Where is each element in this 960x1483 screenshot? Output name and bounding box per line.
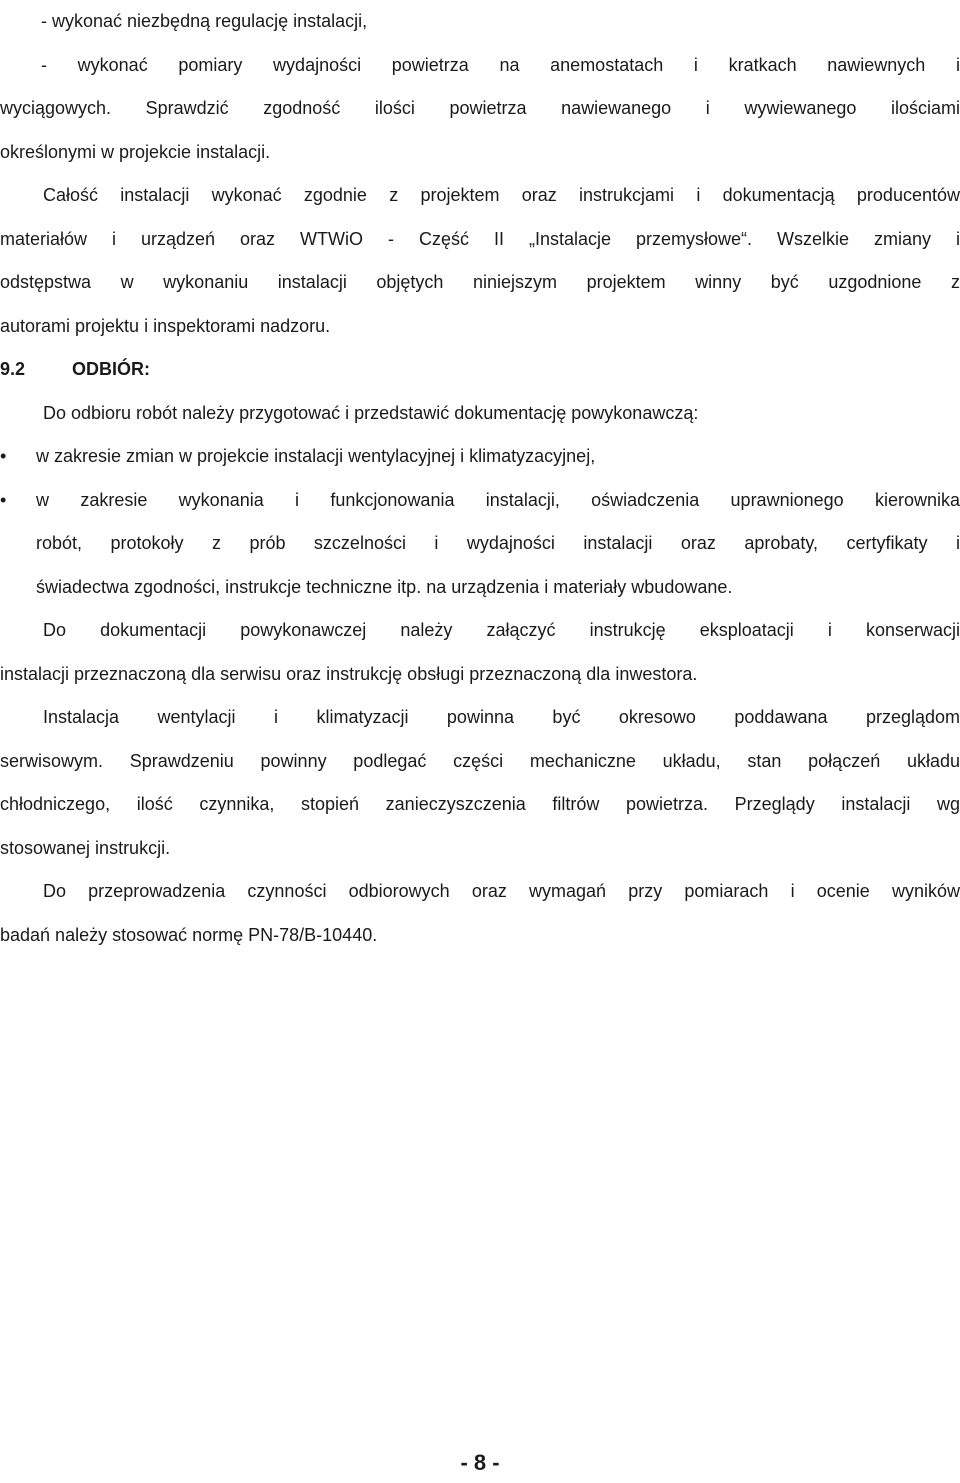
list-item-text: w zakresie zmian w projekcie instalacji wentylacyjnej i klimatyzacyjnej, [36, 446, 596, 466]
text-line: określonymi w projekcie instalacji. [0, 141, 271, 162]
bullet-icon: • [0, 446, 7, 466]
intro-line: Do odbioru robót należy przygotować i przedstawić dokumentację powykonawczą: [43, 402, 699, 423]
text-line: autorami projektu i inspektorami nadzoru. [0, 315, 331, 336]
list-item-text: w zakresie wykonania i funkcjonowania instalacji, oświadczenia uprawnionego kierownika [36, 489, 960, 510]
page-number: - 8 - [460, 1450, 500, 1475]
section-heading [0, 348, 960, 392]
text-line-dash-item-2: - wykonać pomiary wydajności powietrza na anemostatach i kratkach nawiewnych i [41, 54, 960, 75]
text-line: badań należy stosować normę PN-78/B-10440. [0, 924, 378, 945]
text-line: stosowanej instrukcji. [0, 837, 171, 858]
list-item-continuation: robót, protokoły z prób szczelności i wydajności instalacji oraz aprobaty, certyfikaty i [36, 533, 960, 553]
text-line: odstępstwa w wykonaniu instalacji objętych niniejszym projektem winny być uzgodnione z [0, 272, 960, 292]
text-line: serwisowym. Sprawdzeniu powinny podlegać części mechaniczne układu, stan połączeń układu [0, 750, 960, 771]
text-line-paragraph-start: Do przeprowadzenia czynności odbiorowych oraz wymagań przy pomiarach i ocenie wyników [43, 881, 960, 901]
text-line: materiałów i urządzeń oraz WTWiO - Część II „Instalacje przemysłowe“. Wszelkie zmiany i [0, 228, 960, 249]
text-line: wyciągowych. Sprawdzić zgodność ilości powietrza nawiewanego i wywiewanego ilościami [0, 98, 960, 118]
text-line-dash-item-1: - wykonać niezbędną regulację instalacji, [41, 11, 368, 31]
list-item [0, 435, 960, 479]
list-item [0, 479, 960, 523]
text-line: instalacji przeznaczoną dla serwisu oraz instrukcję obsługi przeznaczoną dla inwestora. [0, 663, 698, 684]
text-line: chłodniczego, ilość czynnika, stopień zanieczyszczenia filtrów powietrza. Przeglądy instalacji wg [0, 794, 960, 814]
list-item-continuation: świadectwa zgodności, instrukcje techniczne itp. na urządzenia i materiały wbudowane. [36, 576, 733, 597]
bullet-icon: • [0, 489, 7, 510]
section-title: ODBIÓR: [72, 359, 150, 379]
section-number: 9.2 [0, 359, 26, 379]
text-line-paragraph-start: Do dokumentacji powykonawczej należy załączyć instrukcję eksploatacji i konserwacji [43, 620, 960, 640]
text-line-paragraph-start: Całość instalacji wykonać zgodnie z projektem oraz instrukcjami i dokumentacją producentów [43, 185, 960, 205]
text-line-paragraph-start: Instalacja wentylacji i klimatyzacji powinna być okresowo poddawana przeglądom [43, 707, 960, 727]
